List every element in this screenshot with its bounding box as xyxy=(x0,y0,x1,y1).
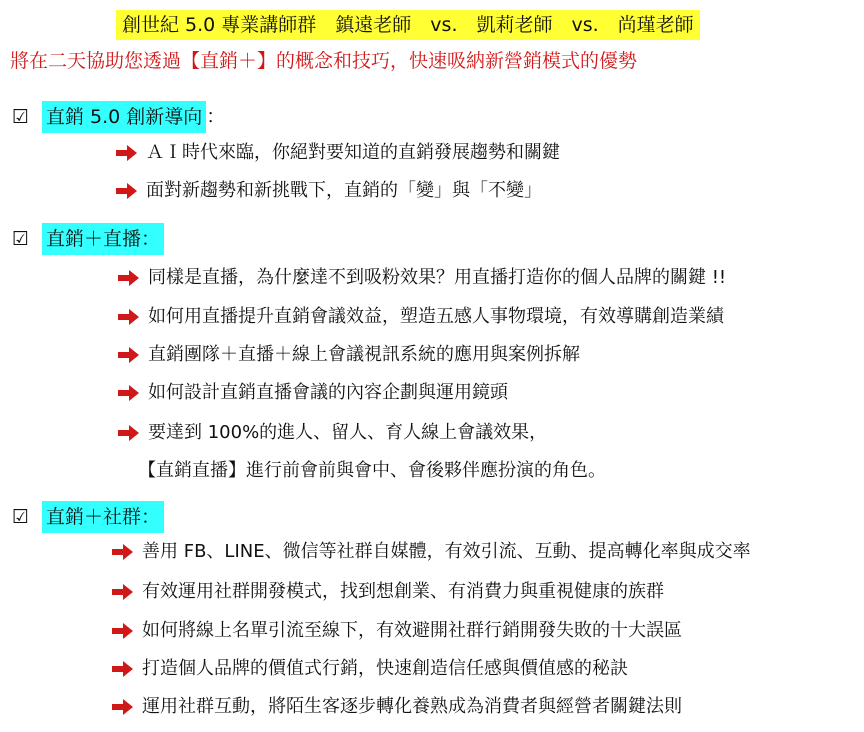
section-heading-ds5 xyxy=(12,100,225,132)
bullet-item: 如何將線上名單引流至線下，有效避開社群行銷開發失敗的十大誤區 xyxy=(112,616,682,646)
bullet-item: 善用 FB、LINE、微信等社群自媒體，有效引流、互動、提高轉化率與成交率 xyxy=(112,537,751,567)
bullet-item: 要達到 100%的進人、留人、育人線上會議效果， xyxy=(118,418,547,448)
bullet-item: 打造個人品牌的價值式行銷，快速創造信任感與價值感的秘訣 xyxy=(112,654,628,684)
red-arrow-icon xyxy=(112,543,142,561)
bullet-item: ＡＩ時代來臨，你絕對要知道的直銷發展趨勢和關鍵 xyxy=(116,138,560,168)
checkbox-icon: ☑ xyxy=(12,227,30,250)
red-arrow-icon xyxy=(118,346,148,364)
checkbox-icon: ☑ xyxy=(12,505,30,528)
bullet-item: 同樣是直播，為什麼達不到吸粉效果？用直播打造你的個人品牌的關鍵 !! xyxy=(118,263,726,293)
red-arrow-icon xyxy=(112,660,142,678)
page-subtitle: 將在二天協助您透過【直銷＋】的概念和技巧，快速吸納新營銷模式的優勢 xyxy=(10,50,638,72)
bullet-continuation: 【直銷直播】進行前會前與會中、會後夥伴應扮演的角色。 xyxy=(138,460,606,481)
bullet-item: 面對新趨勢和新挑戰下，直銷的「變」與「不變」 xyxy=(116,176,542,206)
bullet-item: 如何設計直銷直播會議的內容企劃與運用鏡頭 xyxy=(118,378,508,408)
red-arrow-icon xyxy=(116,182,146,200)
red-arrow-icon xyxy=(112,583,142,601)
red-arrow-icon xyxy=(118,384,148,402)
checkbox-icon: ☑ xyxy=(12,105,30,128)
page-title: 創世紀 5.0 專業講師群 鎮遠老師 vs. 凱莉老師 vs. 尚瑾老師 xyxy=(116,10,700,40)
bullet-item: 有效運用社群開發模式，找到想創業、有消費力與重視健康的族群 xyxy=(112,577,664,607)
red-arrow-icon xyxy=(112,622,142,640)
section-heading-livestream xyxy=(12,222,164,254)
red-arrow-icon xyxy=(116,144,146,162)
section-label: 直銷＋直播： xyxy=(42,223,164,255)
red-arrow-icon xyxy=(118,269,148,287)
section-heading-community xyxy=(12,500,164,532)
red-arrow-icon xyxy=(118,308,148,326)
red-arrow-icon xyxy=(112,698,142,716)
red-arrow-icon xyxy=(118,424,148,442)
section-colon: ： xyxy=(206,105,226,128)
bullet-item: 直銷團隊＋直播＋線上會議視訊系統的應用與案例拆解 xyxy=(118,340,580,370)
bullet-item: 如何用直播提升直銷會議效益，塑造五感人事物環境，有效導購創造業績 xyxy=(118,302,724,332)
section-label: 直銷＋社群： xyxy=(42,501,164,533)
section-label: 直銷 5.0 創新導向 xyxy=(42,101,206,133)
bullet-item: 運用社群互動，將陌生客逐步轉化養熟成為消費者與經營者關鍵法則 xyxy=(112,692,682,722)
